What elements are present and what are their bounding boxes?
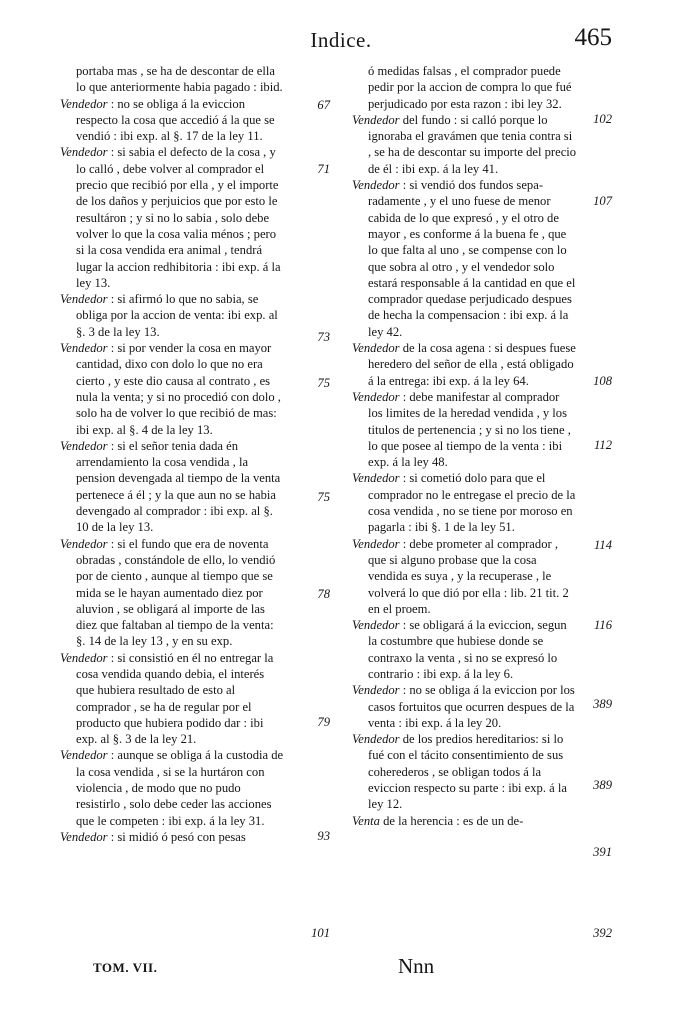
- index-entry: [60, 747, 285, 828]
- entry-text: : si vendió dos fundos separadamente , y el uno fuese de menor cabida de lo que expresó , y el otro de mayor , es conforme á la buena fe , que lo que falta al uno , se compense con lo que sobra al otro , y el vendedor solo estará responsable á la cantidad en que el comprador quedase perjudicado despues de hecha la compensacion : ibi exp. á la ley 42.: [368, 178, 576, 339]
- entry-text: de la herencia : es de un de-: [379, 813, 524, 828]
- entry-keyword: Vendedor: [60, 536, 108, 551]
- entry-keyword: Vendedor: [352, 683, 400, 698]
- margin-reference-number: 107: [593, 194, 612, 208]
- index-entry: [352, 470, 577, 535]
- index-entry: [352, 63, 577, 112]
- margin-reference-number: 73: [317, 330, 330, 344]
- index-entry: [60, 63, 285, 96]
- entry-keyword: Vendedor: [352, 112, 400, 127]
- index-entry: [352, 731, 577, 812]
- entry-text: : si midió ó pesó con pesas: [107, 829, 246, 844]
- margin-reference-number: 116: [594, 618, 612, 632]
- entry-keyword: Vendedor: [352, 178, 400, 193]
- entry-keyword: Vendedor: [60, 650, 108, 665]
- index-entry: [352, 682, 577, 731]
- entry-text: : se obligará á la eviccion, segun la costumbre que hubiese donde se contraxo la venta , si no se expresó lo contrario : ibi exp. á la ley 6.: [368, 618, 567, 681]
- entry-keyword: Vendedor: [60, 145, 108, 160]
- margin-reference-number: 71: [317, 162, 330, 176]
- margin-reference-number: 389: [593, 697, 612, 711]
- index-entry: [352, 340, 577, 389]
- entry-keyword: Vendedor: [352, 471, 400, 486]
- entry-keyword: Vendedor: [352, 389, 400, 404]
- index-entry: [60, 438, 285, 536]
- margin-reference-number: 391: [593, 845, 612, 859]
- page-number: 465: [574, 24, 612, 51]
- index-entry: [60, 536, 285, 650]
- margin-reference-number: 102: [593, 112, 612, 126]
- entry-keyword: Vendedor: [352, 341, 400, 356]
- index-entry: [352, 536, 577, 617]
- entry-text: : no se obliga á la eviccion por los casos fortuitos que ocurren despues de la venta : ibi exp. á la ley 20.: [368, 683, 575, 730]
- margin-reference-number: 112: [594, 438, 612, 452]
- margin-reference-number: 392: [593, 926, 612, 940]
- margin-reference-number: 67: [317, 98, 330, 112]
- entry-text: : si el fundo que era de noventa obradas , constándole de ello, lo vendió por de ciento , aunque al tiempo que se mida se le hayan aumentado diez por aluvion , se obligará al importe de las diez que faltaban al tiempo de la venta: §. 14 de la ley 13 , y en su exp.: [76, 536, 276, 649]
- index-entry: [60, 650, 285, 748]
- entry-keyword: Vendedor: [352, 536, 400, 551]
- entry-text: : aunque se obliga á la custodia de la cosa vendida , si se la hurtáron con violencia , de modo que no pudo resistirlo , solo debe ceder las acciones que le competen : ibi exp. á la ley 31.: [76, 748, 284, 828]
- index-entry: [60, 96, 285, 145]
- entry-keyword: Vendedor: [352, 618, 400, 633]
- entry-text: : debe manifestar al comprador los limites de la heredad vendida , y los titulos de pertenencia ; y si no los tiene , lo que posee al tiempo de la venta : ibi exp. á la ley 48.: [368, 389, 571, 470]
- entry-text: : si consistió en él no entregar la cosa vendida quando debia, el interés que hubiera resultado de esto al comprador , se ha de regular por el producto que hubiera podido dar : ibi exp. al §. 3 de la ley 21.: [76, 650, 274, 747]
- entry-text: de la cosa agena : si despues fuese heredero del señor de ella , está obligado á la entrega: ibi exp. á la ley 64.: [368, 341, 576, 388]
- footer-signature: Nnn: [398, 954, 435, 978]
- entry-keyword: Vendedor: [60, 438, 108, 453]
- margin-reference-number: 101: [311, 926, 330, 940]
- page-header-title: Indice.: [310, 28, 372, 52]
- margin-reference-number: 114: [594, 538, 612, 552]
- margin-reference-number: 389: [593, 778, 612, 792]
- entry-text: : si afirmó lo que no sabia, se obliga por la accion de venta: ibi exp. al §. 3 de la ley 13.: [76, 292, 278, 339]
- entry-keyword: Vendedor: [60, 748, 108, 763]
- index-entry: [352, 177, 577, 340]
- entry-text: : si por vender la cosa en mayor cantidad, dixo con dolo lo que no era cierto , y este dio causa al contrato , es nula la venta; y si no procedió con dolo , solo ha de volver lo que recibió de mas: ibi exp. al §. 4 de la ley 13.: [76, 341, 281, 437]
- margin-reference-number: 79: [317, 715, 330, 729]
- index-entry: [60, 144, 285, 291]
- index-column-left: [60, 63, 285, 845]
- margin-reference-number: 108: [593, 374, 612, 388]
- index-entry: [60, 829, 285, 845]
- margin-reference-number: 75: [317, 490, 330, 504]
- entry-keyword: Venta: [352, 813, 380, 828]
- entry-keyword: Vendedor: [60, 292, 108, 307]
- index-entry: [60, 340, 285, 438]
- entry-text: : no se obliga á la eviccion respecto la cosa que accedió á la que se vendió : ibi exp. al §. 17 de la ley 11.: [76, 96, 275, 144]
- index-entry: [60, 291, 285, 340]
- entry-text: : si cometió dolo para que el comprador no le entregase el precio de la cosa vendida , no se tiene por moroso en pagarla : ibi §. 1 de la ley 51.: [368, 471, 576, 535]
- entry-text: : si sabia el defecto de la cosa , y lo calló , debe volver al comprador el precio que recibió por ella , y el importe de los daños y perjuicios que por esto le resultáron ; y si no lo sabia , solo debe volver lo que la cosa valia ménos ; pero si la cosa vendida era animal , tendrá lugar la accion redhibitoria : ibi exp. á la ley 13.: [76, 145, 281, 290]
- index-entry: [352, 112, 577, 177]
- index-entry: [352, 389, 577, 470]
- margin-reference-number: 93: [317, 829, 330, 843]
- footer-volume: TOM. VII.: [93, 960, 158, 975]
- entry-keyword: Vendedor: [60, 96, 108, 111]
- index-entry: [352, 617, 577, 682]
- entry-text: : si el señor tenia dada én arrendamiento la cosa vendida , la pension devengada al tiempo de la venta pertenece á él ; y la que aun no se habia devengado al comprador : ibi exp. al §. 10 de la ley 13.: [76, 438, 281, 535]
- entry-keyword: Vendedor: [60, 341, 108, 356]
- entry-text: de los predios hereditarios: si lo fué con el tácito consentimiento de sus coherederos , se obligan todos á la eviccion respecto su parte : ibi exp. á la ley 12.: [368, 732, 567, 812]
- entry-keyword: Vendedor: [352, 732, 400, 747]
- entry-text: ó medidas falsas , el comprador puede pedir por la accion de compra lo que fué perjudicado por esta razon : ibi ley 32.: [368, 64, 572, 111]
- margin-reference-number: 78: [317, 587, 330, 601]
- entry-text: : debe prometer al comprador , que si alguno probase que la cosa vendida es suya , y la recuperase , le volverá lo que dió por ella : lib. 21 tit. 2 en el proem.: [368, 536, 569, 616]
- margin-reference-number: 75: [317, 376, 330, 390]
- entry-text: portaba mas , se ha de descontar de ella lo que anteriormente habia pagado : ibid.: [76, 64, 283, 95]
- entry-text: del fundo : si calló porque lo ignoraba el gravámen que tenia contra si , se ha de descontar su importe del precio de él : ibi exp. á la ley 41.: [368, 112, 577, 176]
- index-entry: [352, 813, 577, 829]
- index-column-right: [352, 63, 577, 829]
- entry-keyword: Vendedor: [60, 829, 108, 844]
